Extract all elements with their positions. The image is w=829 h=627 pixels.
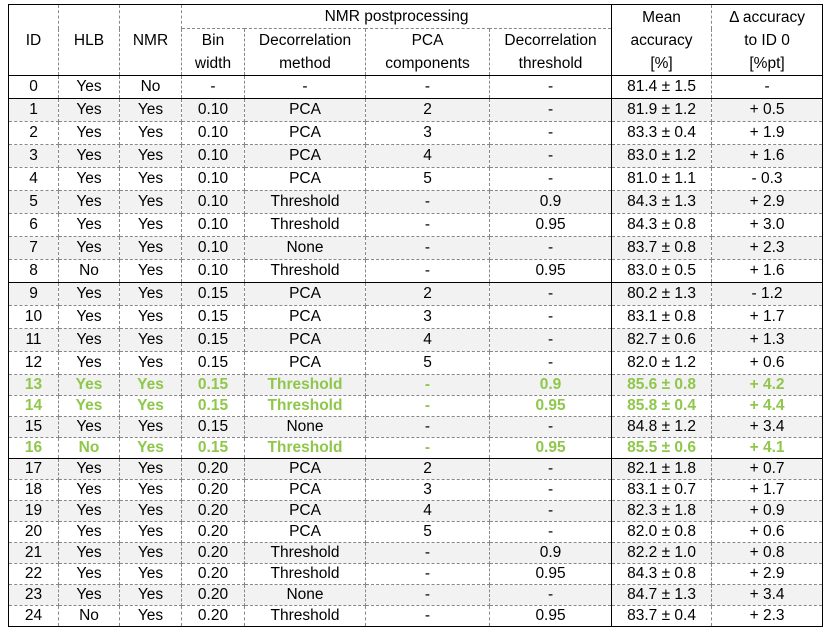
cell-hlb: Yes bbox=[59, 543, 120, 564]
header-mean-accuracy-line3: [%] bbox=[650, 54, 673, 72]
cell-decorrelation-threshold: - bbox=[490, 585, 612, 606]
cell-pca-components: 3 bbox=[366, 122, 490, 145]
cell-pca-components: - bbox=[366, 564, 490, 585]
cell-id: 15 bbox=[9, 417, 59, 438]
table-row bbox=[9, 480, 823, 501]
cell-decorrelation-method: PCA bbox=[245, 459, 366, 480]
cell-nmr: Yes bbox=[120, 501, 182, 522]
header-bin-width-line2: width bbox=[194, 55, 232, 72]
cell-nmr: Yes bbox=[120, 522, 182, 543]
cell-hlb: Yes bbox=[59, 306, 120, 329]
cell-pca-components: - bbox=[366, 438, 490, 459]
cell-nmr: Yes bbox=[120, 99, 182, 122]
cell-delta-accuracy: + 2.9 bbox=[712, 564, 823, 585]
cell-delta-accuracy: + 0.5 bbox=[712, 99, 823, 122]
cell-pca-components: - bbox=[366, 237, 490, 260]
cell-delta-accuracy: + 3.0 bbox=[712, 214, 823, 237]
header-nmr: NMR bbox=[120, 5, 182, 76]
cell-nmr: Yes bbox=[120, 260, 182, 283]
table-row bbox=[9, 459, 823, 480]
cell-nmr: Yes bbox=[120, 396, 182, 417]
cell-bin-width: 0.10 bbox=[182, 145, 245, 168]
cell-nmr: Yes bbox=[120, 214, 182, 237]
cell-decorrelation-threshold: - bbox=[490, 417, 612, 438]
cell-id: 7 bbox=[9, 237, 59, 260]
header-id: ID bbox=[9, 5, 59, 76]
cell-id: 1 bbox=[9, 99, 59, 122]
table-row bbox=[9, 522, 823, 543]
cell-nmr: No bbox=[120, 76, 182, 99]
cell-id: 18 bbox=[9, 480, 59, 501]
header-delta-accuracy-line1: Δ accuracy bbox=[729, 8, 805, 26]
cell-delta-accuracy: + 3.4 bbox=[712, 585, 823, 606]
cell-hlb: Yes bbox=[59, 522, 120, 543]
cell-delta-accuracy: + 0.8 bbox=[712, 543, 823, 564]
cell-id: 21 bbox=[9, 543, 59, 564]
cell-delta-accuracy: + 2.9 bbox=[712, 191, 823, 214]
cell-bin-width: 0.20 bbox=[182, 543, 245, 564]
table-row bbox=[9, 606, 823, 627]
cell-hlb: Yes bbox=[59, 501, 120, 522]
cell-hlb: Yes bbox=[59, 329, 120, 352]
cell-hlb: No bbox=[59, 260, 120, 283]
cell-mean-accuracy: 82.3 ± 1.8 bbox=[612, 501, 712, 522]
cell-delta-accuracy: + 0.6 bbox=[712, 352, 823, 375]
cell-mean-accuracy: 84.3 ± 0.8 bbox=[612, 214, 712, 237]
cell-id: 4 bbox=[9, 168, 59, 191]
table-row bbox=[9, 237, 823, 260]
header-mean-accuracy-line1: Mean bbox=[642, 8, 681, 26]
cell-bin-width: 0.15 bbox=[182, 417, 245, 438]
cell-nmr: Yes bbox=[120, 606, 182, 627]
cell-delta-accuracy: + 1.3 bbox=[712, 329, 823, 352]
cell-id: 24 bbox=[9, 606, 59, 627]
cell-decorrelation-threshold: - bbox=[490, 168, 612, 191]
cell-decorrelation-method: Threshold bbox=[245, 438, 366, 459]
cell-id: 10 bbox=[9, 306, 59, 329]
cell-hlb: Yes bbox=[59, 145, 120, 168]
cell-decorrelation-threshold: - bbox=[490, 122, 612, 145]
results-table bbox=[8, 4, 823, 627]
cell-hlb: Yes bbox=[59, 168, 120, 191]
cell-mean-accuracy: 83.1 ± 0.8 bbox=[612, 306, 712, 329]
cell-delta-accuracy: - 1.2 bbox=[712, 283, 823, 306]
cell-nmr: Yes bbox=[120, 145, 182, 168]
cell-pca-components: 2 bbox=[366, 459, 490, 480]
cell-pca-components: - bbox=[366, 191, 490, 214]
cell-bin-width: 0.15 bbox=[182, 438, 245, 459]
cell-hlb: Yes bbox=[59, 396, 120, 417]
header-mean-accuracy bbox=[612, 5, 712, 76]
header-decorrelation-threshold-line2: threshold bbox=[518, 55, 583, 72]
cell-pca-components: 3 bbox=[366, 480, 490, 501]
cell-mean-accuracy: 81.4 ± 1.5 bbox=[612, 76, 712, 99]
cell-pca-components: 5 bbox=[366, 168, 490, 191]
cell-bin-width: 0.15 bbox=[182, 329, 245, 352]
table-row bbox=[9, 283, 823, 306]
cell-mean-accuracy: 85.8 ± 0.4 bbox=[612, 396, 712, 417]
cell-nmr: Yes bbox=[120, 375, 182, 396]
cell-pca-components: 4 bbox=[366, 329, 490, 352]
cell-delta-accuracy: + 1.6 bbox=[712, 260, 823, 283]
cell-pca-components: - bbox=[366, 214, 490, 237]
cell-bin-width: 0.10 bbox=[182, 99, 245, 122]
cell-id: 2 bbox=[9, 122, 59, 145]
cell-decorrelation-method: PCA bbox=[245, 522, 366, 543]
cell-nmr: Yes bbox=[120, 329, 182, 352]
cell-mean-accuracy: 82.7 ± 0.6 bbox=[612, 329, 712, 352]
cell-decorrelation-method: PCA bbox=[245, 145, 366, 168]
cell-decorrelation-method: None bbox=[245, 237, 366, 260]
cell-id: 8 bbox=[9, 260, 59, 283]
cell-decorrelation-threshold: - bbox=[490, 99, 612, 122]
cell-hlb: Yes bbox=[59, 122, 120, 145]
cell-decorrelation-method: PCA bbox=[245, 352, 366, 375]
cell-pca-components: 4 bbox=[366, 501, 490, 522]
cell-delta-accuracy: + 4.1 bbox=[712, 438, 823, 459]
cell-decorrelation-method: PCA bbox=[245, 283, 366, 306]
cell-nmr: Yes bbox=[120, 585, 182, 606]
cell-hlb: Yes bbox=[59, 191, 120, 214]
cell-id: 23 bbox=[9, 585, 59, 606]
cell-id: 6 bbox=[9, 214, 59, 237]
cell-nmr: Yes bbox=[120, 122, 182, 145]
cell-bin-width: 0.10 bbox=[182, 168, 245, 191]
cell-hlb: Yes bbox=[59, 459, 120, 480]
header-bin-width-line1: Bin bbox=[201, 32, 225, 49]
table-row bbox=[9, 396, 823, 417]
table-body bbox=[9, 76, 823, 627]
cell-id: 17 bbox=[9, 459, 59, 480]
cell-decorrelation-threshold: - bbox=[490, 522, 612, 543]
cell-delta-accuracy: + 3.4 bbox=[712, 417, 823, 438]
cell-pca-components: - bbox=[366, 375, 490, 396]
cell-delta-accuracy: + 2.3 bbox=[712, 606, 823, 627]
cell-mean-accuracy: 84.7 ± 1.3 bbox=[612, 585, 712, 606]
cell-delta-accuracy: + 1.7 bbox=[712, 306, 823, 329]
cell-pca-components: - bbox=[366, 76, 490, 99]
header-decorrelation-method-line1: Decorrelation bbox=[258, 32, 352, 49]
cell-decorrelation-method: None bbox=[245, 585, 366, 606]
cell-decorrelation-threshold: 0.95 bbox=[490, 260, 612, 283]
cell-decorrelation-threshold: - bbox=[490, 306, 612, 329]
cell-hlb: Yes bbox=[59, 237, 120, 260]
cell-decorrelation-method: PCA bbox=[245, 480, 366, 501]
cell-nmr: Yes bbox=[120, 438, 182, 459]
cell-delta-accuracy: - bbox=[712, 76, 823, 99]
cell-decorrelation-threshold: 0.9 bbox=[490, 543, 612, 564]
cell-mean-accuracy: 83.7 ± 0.8 bbox=[612, 237, 712, 260]
cell-mean-accuracy: 85.5 ± 0.6 bbox=[612, 438, 712, 459]
cell-mean-accuracy: 83.0 ± 0.5 bbox=[612, 260, 712, 283]
cell-id: 9 bbox=[9, 283, 59, 306]
cell-decorrelation-threshold: - bbox=[490, 459, 612, 480]
cell-nmr: Yes bbox=[120, 283, 182, 306]
cell-id: 19 bbox=[9, 501, 59, 522]
cell-decorrelation-threshold: - bbox=[490, 480, 612, 501]
table-row bbox=[9, 306, 823, 329]
cell-decorrelation-threshold: 0.95 bbox=[490, 438, 612, 459]
cell-nmr: Yes bbox=[120, 480, 182, 501]
cell-decorrelation-method: Threshold bbox=[245, 396, 366, 417]
cell-bin-width: 0.20 bbox=[182, 522, 245, 543]
cell-hlb: Yes bbox=[59, 283, 120, 306]
cell-id: 11 bbox=[9, 329, 59, 352]
cell-delta-accuracy: + 1.7 bbox=[712, 480, 823, 501]
cell-bin-width: 0.15 bbox=[182, 306, 245, 329]
cell-nmr: Yes bbox=[120, 191, 182, 214]
table-row bbox=[9, 329, 823, 352]
cell-nmr: Yes bbox=[120, 352, 182, 375]
cell-pca-components: - bbox=[366, 585, 490, 606]
header-decorrelation-threshold-line1: Decorrelation bbox=[504, 32, 597, 49]
table-row bbox=[9, 76, 823, 99]
cell-decorrelation-threshold: - bbox=[490, 145, 612, 168]
cell-id: 3 bbox=[9, 145, 59, 168]
cell-decorrelation-threshold: 0.95 bbox=[490, 214, 612, 237]
cell-id: 12 bbox=[9, 352, 59, 375]
cell-mean-accuracy: 84.3 ± 0.8 bbox=[612, 564, 712, 585]
cell-hlb: Yes bbox=[59, 564, 120, 585]
table-row bbox=[9, 501, 823, 522]
cell-delta-accuracy: + 0.7 bbox=[712, 459, 823, 480]
header-decorrelation-threshold bbox=[490, 29, 612, 76]
cell-bin-width: 0.10 bbox=[182, 237, 245, 260]
cell-id: 20 bbox=[9, 522, 59, 543]
cell-id: 16 bbox=[9, 438, 59, 459]
cell-bin-width: 0.20 bbox=[182, 564, 245, 585]
cell-decorrelation-method: None bbox=[245, 417, 366, 438]
cell-nmr: Yes bbox=[120, 306, 182, 329]
cell-pca-components: - bbox=[366, 260, 490, 283]
table-row bbox=[9, 564, 823, 585]
table-row bbox=[9, 543, 823, 564]
cell-decorrelation-method: Threshold bbox=[245, 260, 366, 283]
cell-bin-width: 0.15 bbox=[182, 283, 245, 306]
cell-bin-width: 0.20 bbox=[182, 480, 245, 501]
cell-bin-width: - bbox=[182, 76, 245, 99]
table-row bbox=[9, 168, 823, 191]
cell-nmr: Yes bbox=[120, 417, 182, 438]
cell-decorrelation-method: PCA bbox=[245, 329, 366, 352]
cell-decorrelation-method: Threshold bbox=[245, 214, 366, 237]
cell-mean-accuracy: 83.0 ± 1.2 bbox=[612, 145, 712, 168]
table-row bbox=[9, 122, 823, 145]
cell-decorrelation-method: PCA bbox=[245, 306, 366, 329]
cell-decorrelation-threshold: - bbox=[490, 352, 612, 375]
cell-bin-width: 0.15 bbox=[182, 375, 245, 396]
cell-id: 13 bbox=[9, 375, 59, 396]
cell-hlb: Yes bbox=[59, 375, 120, 396]
cell-pca-components: - bbox=[366, 543, 490, 564]
cell-pca-components: 3 bbox=[366, 306, 490, 329]
cell-nmr: Yes bbox=[120, 543, 182, 564]
cell-id: 14 bbox=[9, 396, 59, 417]
cell-delta-accuracy: + 0.6 bbox=[712, 522, 823, 543]
header-delta-accuracy-line3: [%pt] bbox=[749, 54, 785, 72]
table-row bbox=[9, 145, 823, 168]
table-row bbox=[9, 260, 823, 283]
table-row bbox=[9, 585, 823, 606]
cell-hlb: Yes bbox=[59, 480, 120, 501]
cell-mean-accuracy: 82.1 ± 1.8 bbox=[612, 459, 712, 480]
cell-bin-width: 0.20 bbox=[182, 501, 245, 522]
cell-decorrelation-method: PCA bbox=[245, 501, 366, 522]
cell-delta-accuracy: + 2.3 bbox=[712, 237, 823, 260]
cell-decorrelation-method: Threshold bbox=[245, 375, 366, 396]
cell-decorrelation-method: Threshold bbox=[245, 543, 366, 564]
cell-decorrelation-threshold: 0.9 bbox=[490, 191, 612, 214]
header-nmr-postprocessing: NMR postprocessing bbox=[182, 5, 612, 29]
table-row bbox=[9, 214, 823, 237]
cell-pca-components: 4 bbox=[366, 145, 490, 168]
cell-hlb: Yes bbox=[59, 214, 120, 237]
header-pca-components-line2: components bbox=[385, 55, 470, 72]
cell-hlb: No bbox=[59, 438, 120, 459]
header-delta-accuracy bbox=[712, 5, 823, 76]
cell-mean-accuracy: 82.0 ± 1.2 bbox=[612, 352, 712, 375]
cell-id: 0 bbox=[9, 76, 59, 99]
cell-bin-width: 0.20 bbox=[182, 585, 245, 606]
cell-mean-accuracy: 85.6 ± 0.8 bbox=[612, 375, 712, 396]
cell-bin-width: 0.15 bbox=[182, 352, 245, 375]
cell-bin-width: 0.10 bbox=[182, 122, 245, 145]
cell-hlb: Yes bbox=[59, 76, 120, 99]
cell-decorrelation-method: PCA bbox=[245, 99, 366, 122]
header-mean-accuracy-line2: accuracy bbox=[630, 31, 693, 49]
cell-bin-width: 0.20 bbox=[182, 459, 245, 480]
cell-bin-width: 0.10 bbox=[182, 191, 245, 214]
header-pca-components bbox=[366, 29, 490, 76]
header-decorrelation-method-line2: method bbox=[279, 55, 331, 72]
cell-nmr: Yes bbox=[120, 564, 182, 585]
cell-decorrelation-method: PCA bbox=[245, 122, 366, 145]
cell-hlb: No bbox=[59, 606, 120, 627]
header-decorrelation-method bbox=[245, 29, 366, 76]
cell-decorrelation-threshold: 0.9 bbox=[490, 375, 612, 396]
cell-hlb: Yes bbox=[59, 585, 120, 606]
cell-mean-accuracy: 82.2 ± 1.0 bbox=[612, 543, 712, 564]
table-row bbox=[9, 191, 823, 214]
cell-decorrelation-threshold: - bbox=[490, 329, 612, 352]
cell-decorrelation-threshold: 0.95 bbox=[490, 396, 612, 417]
cell-pca-components: - bbox=[366, 606, 490, 627]
cell-decorrelation-threshold: 0.95 bbox=[490, 564, 612, 585]
cell-mean-accuracy: 83.3 ± 0.4 bbox=[612, 122, 712, 145]
header-hlb: HLB bbox=[59, 5, 120, 76]
cell-decorrelation-threshold: 0.95 bbox=[490, 606, 612, 627]
cell-bin-width: 0.10 bbox=[182, 214, 245, 237]
cell-mean-accuracy: 81.0 ± 1.1 bbox=[612, 168, 712, 191]
table-row bbox=[9, 417, 823, 438]
cell-decorrelation-threshold: - bbox=[490, 76, 612, 99]
cell-bin-width: 0.10 bbox=[182, 260, 245, 283]
cell-delta-accuracy: - 0.3 bbox=[712, 168, 823, 191]
cell-id: 5 bbox=[9, 191, 59, 214]
cell-pca-components: - bbox=[366, 417, 490, 438]
cell-delta-accuracy: + 1.6 bbox=[712, 145, 823, 168]
cell-mean-accuracy: 80.2 ± 1.3 bbox=[612, 283, 712, 306]
cell-delta-accuracy: + 1.9 bbox=[712, 122, 823, 145]
cell-bin-width: 0.20 bbox=[182, 606, 245, 627]
cell-decorrelation-threshold: - bbox=[490, 283, 612, 306]
cell-pca-components: 2 bbox=[366, 283, 490, 306]
cell-pca-components: 5 bbox=[366, 522, 490, 543]
cell-pca-components: 5 bbox=[366, 352, 490, 375]
cell-nmr: Yes bbox=[120, 237, 182, 260]
cell-bin-width: 0.15 bbox=[182, 396, 245, 417]
table-row bbox=[9, 375, 823, 396]
cell-decorrelation-method: - bbox=[245, 76, 366, 99]
header-pca-components-line1: PCA bbox=[411, 32, 444, 49]
cell-pca-components: - bbox=[366, 396, 490, 417]
cell-decorrelation-threshold: - bbox=[490, 237, 612, 260]
cell-decorrelation-method: PCA bbox=[245, 168, 366, 191]
cell-decorrelation-threshold: - bbox=[490, 501, 612, 522]
table-row bbox=[9, 352, 823, 375]
header-bin-width bbox=[182, 29, 245, 76]
table-row bbox=[9, 99, 823, 122]
header-delta-accuracy-line2: to ID 0 bbox=[744, 31, 790, 49]
cell-hlb: Yes bbox=[59, 352, 120, 375]
cell-mean-accuracy: 84.8 ± 1.2 bbox=[612, 417, 712, 438]
cell-delta-accuracy: + 4.2 bbox=[712, 375, 823, 396]
cell-decorrelation-method: Threshold bbox=[245, 191, 366, 214]
cell-mean-accuracy: 83.7 ± 0.4 bbox=[612, 606, 712, 627]
cell-delta-accuracy: + 0.9 bbox=[712, 501, 823, 522]
cell-delta-accuracy: + 4.4 bbox=[712, 396, 823, 417]
cell-decorrelation-method: Threshold bbox=[245, 606, 366, 627]
cell-hlb: Yes bbox=[59, 417, 120, 438]
cell-mean-accuracy: 83.1 ± 0.7 bbox=[612, 480, 712, 501]
cell-mean-accuracy: 84.3 ± 1.3 bbox=[612, 191, 712, 214]
table-row bbox=[9, 438, 823, 459]
cell-mean-accuracy: 82.0 ± 0.8 bbox=[612, 522, 712, 543]
cell-id: 22 bbox=[9, 564, 59, 585]
cell-nmr: Yes bbox=[120, 459, 182, 480]
cell-nmr: Yes bbox=[120, 168, 182, 191]
cell-hlb: Yes bbox=[59, 99, 120, 122]
cell-mean-accuracy: 81.9 ± 1.2 bbox=[612, 99, 712, 122]
cell-pca-components: 2 bbox=[366, 99, 490, 122]
cell-decorrelation-method: Threshold bbox=[245, 564, 366, 585]
